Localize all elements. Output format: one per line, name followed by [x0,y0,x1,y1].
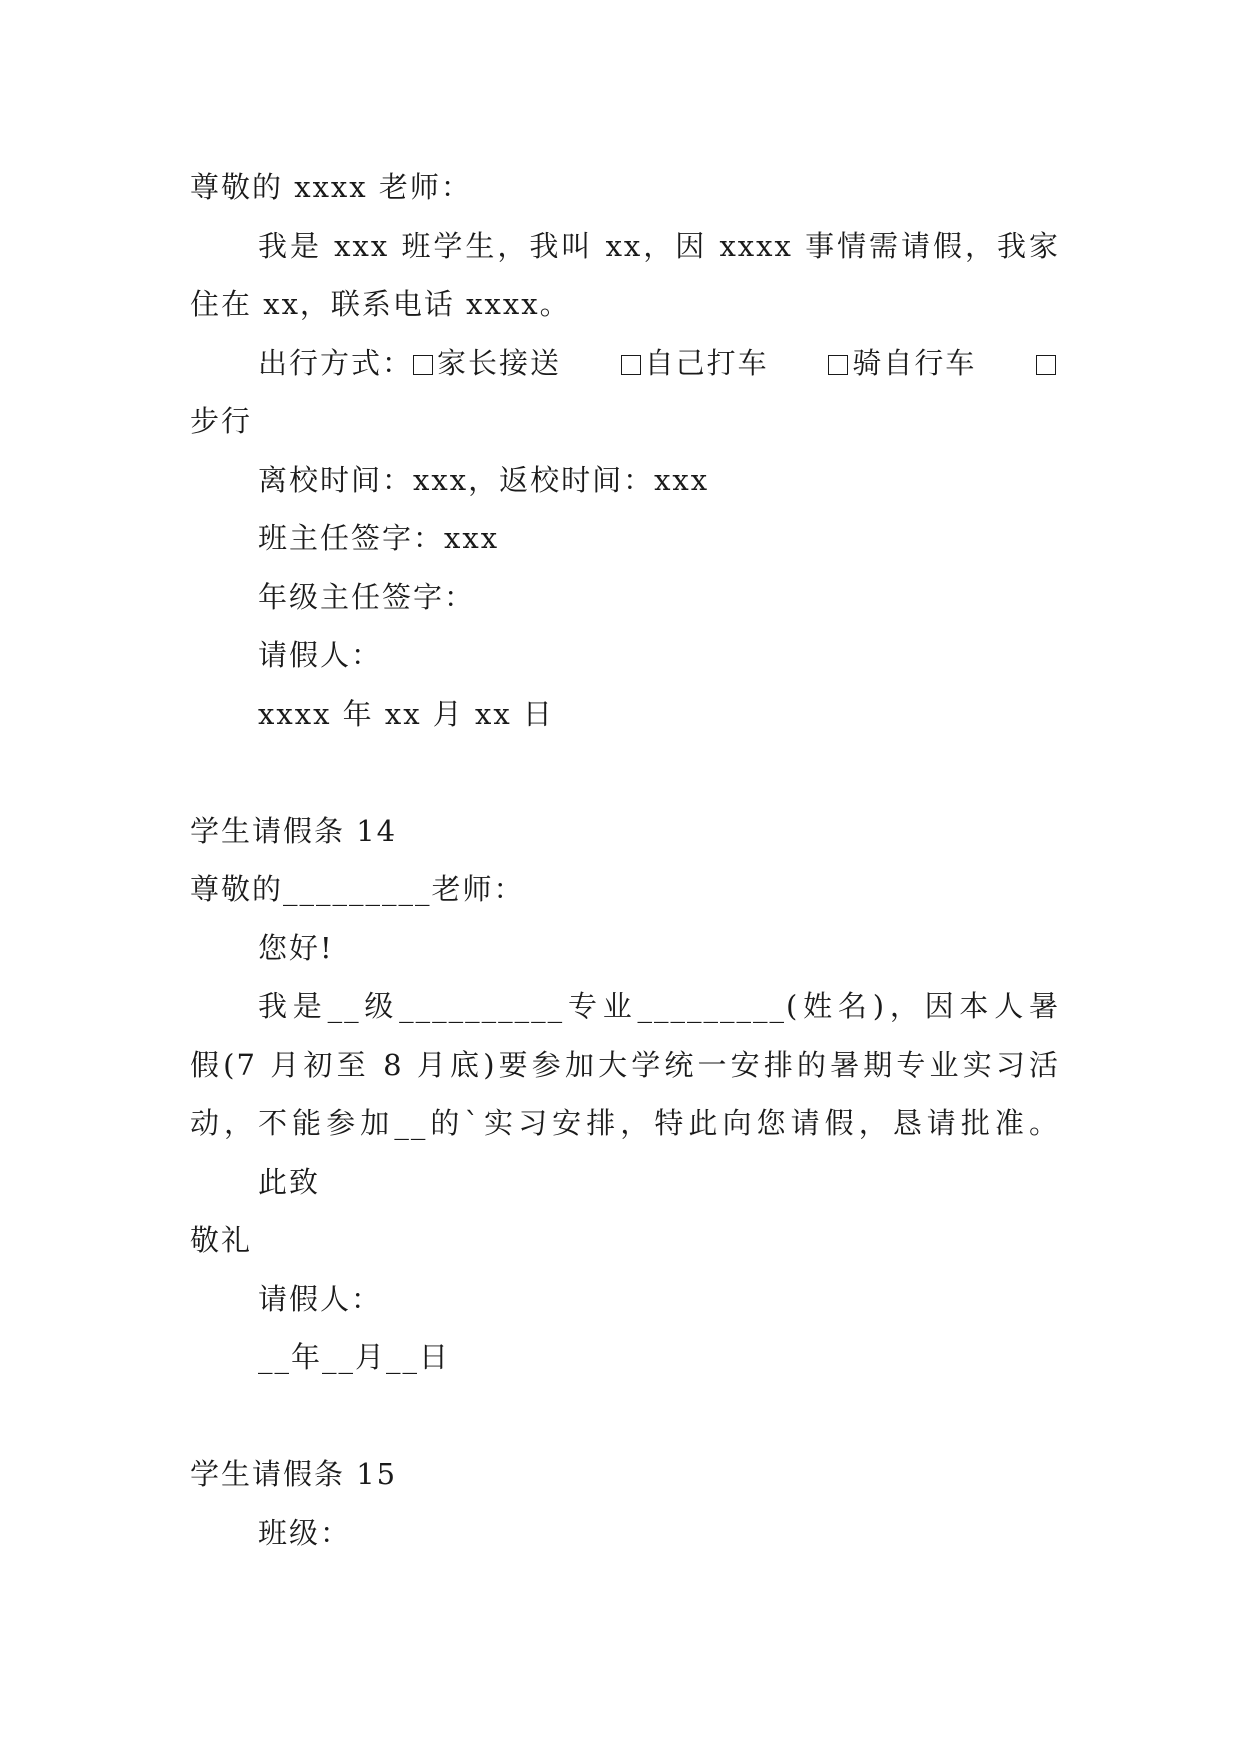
checkbox-icon[interactable] [413,355,433,375]
body-line: 住在 xx，联系电话 xxxx。 [190,287,571,321]
greeting: 您好! [258,930,334,965]
grade-director-signature: 年级主任签字： [258,579,476,614]
class-label: 班级： [258,1515,352,1550]
body-line: 动，不能参加__的`实习安排，特此向您请假，恳请批准。 [190,1106,1060,1140]
date-line: __年__月__日 [258,1340,451,1374]
checkbox-icon[interactable] [1036,355,1056,375]
body-line: 我是__级__________专业_________(姓名)，因本人暑 [258,989,1060,1023]
transport-option: 自己打车 [644,345,769,380]
spacer [190,743,1060,802]
closing-line: 此致 [258,1164,321,1199]
transport-option-group [621,334,769,393]
section-title: 学生请假条 14 [190,813,398,848]
date-line: xxxx 年 xx 月 xx 日 [258,696,554,731]
spacer [190,1387,1060,1446]
applicant-label: 请假人： [258,638,383,672]
transport-option: 骑自行车 [852,345,977,380]
transport-option: 步行 [190,404,253,438]
transport-label: 出行方式： 家长接送 [258,345,562,380]
applicant-label: 请假人： [258,1281,383,1316]
salutation: 尊敬的 xxxx 老师： [190,170,472,204]
checkbox-icon[interactable] [828,355,848,375]
transport-option: 家长接送 [437,345,562,380]
body-line: 我是 xxx 班学生，我叫 xx，因 xxxx 事情需请假，我家 [258,228,1060,263]
closing-line: 敬礼 [190,1223,253,1257]
transport-row [190,334,1060,393]
transport-option-group [828,334,976,393]
document-page [190,158,1060,1562]
checkbox-icon[interactable] [621,355,641,375]
section-title: 学生请假条 15 [190,1457,398,1491]
body-line: 假(7 月初至 8 月底)要参加大学统一安排的暑期专业实习活 [190,1047,1060,1082]
class-teacher-signature: 班主任签字：xxx [258,521,500,555]
salutation: 尊敬的_________老师： [190,872,525,906]
transport-option-group [1036,334,1060,393]
leave-time: 离校时间：xxx，返校时间：xxx [258,462,710,497]
